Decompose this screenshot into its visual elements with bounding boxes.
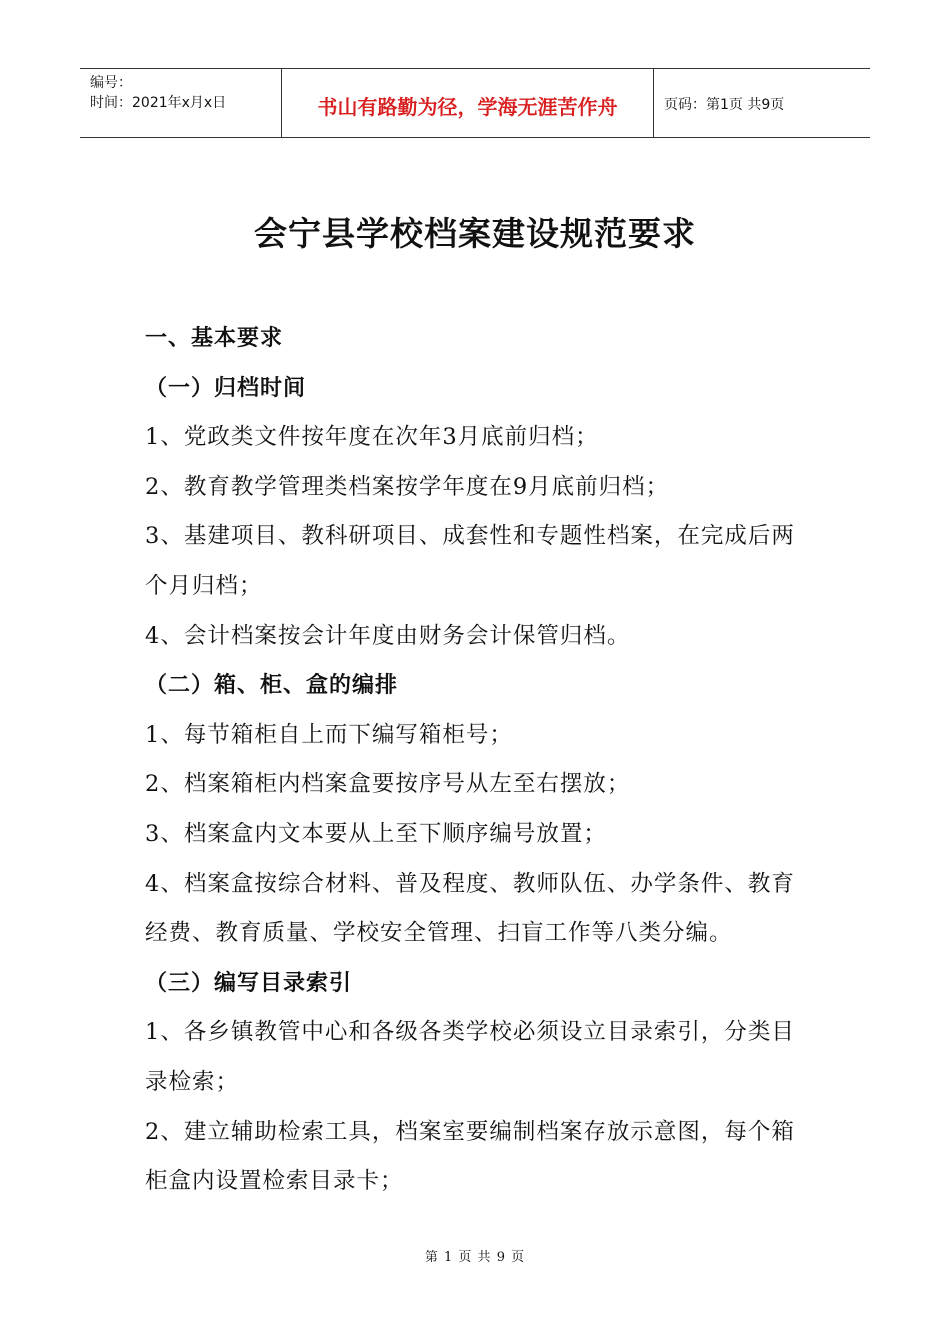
paragraph: 4、档案盒按综合材料、普及程度、教师队伍、办学条件、教育经费、教育质量、学校安全管理、扫盲工作等八类分编。 [145,870,795,947]
paragraph: 2、档案箱柜内档案盒要按序号从左至右摆放； [145,771,631,798]
header-meta-cell [80,69,282,137]
paragraph: 1、每节箱柜自上而下编写箱柜号； [145,721,513,748]
paragraph: 3、档案盒内文本要从上至下顺序编号放置； [145,820,607,847]
header-motto: 书山有路勤为径，学海无涯苦作舟 [282,69,654,137]
section-heading: 一、基本要求 [145,326,284,351]
paragraph: 1、各乡镇教管中心和各级各类学校必须设立目录索引，分类目录检索； [145,1019,795,1095]
paragraph: 1、党政类文件按年度在次年3月底前归档； [145,424,599,451]
page-footer: 第 1 页 共 9 页 [424,1250,526,1265]
paragraph: 4、会计档案按会计年度由财务会计保管归档。 [145,622,631,649]
header-page-info: 页码：第1页 共9页 [664,97,785,113]
subsection-heading: （一）归档时间 [145,375,307,401]
paragraph: 2、教育教学管理类档案按学年度在9月底前归档； [145,473,670,500]
paragraph: 3、基建项目、教科研项目、成套性和专题性档案，在完成后两个月归档； [145,523,795,599]
document-title: 会宁县学校档案建设规范要求 [254,214,696,253]
page-header [80,68,870,138]
document-number-label: 编号： [90,75,132,91]
subsection-heading: （二）箱、柜、盒的编排 [145,673,399,699]
document-date: 时间：2021年x月x日 [90,95,227,111]
document-body [145,314,810,1207]
paragraph: 2、建立辅助检索工具，档案室要编制档案存放示意图，每个箱柜盒内设置检索目录卡； [145,1118,795,1195]
subsection-heading: （三）编写目录索引 [145,970,353,996]
